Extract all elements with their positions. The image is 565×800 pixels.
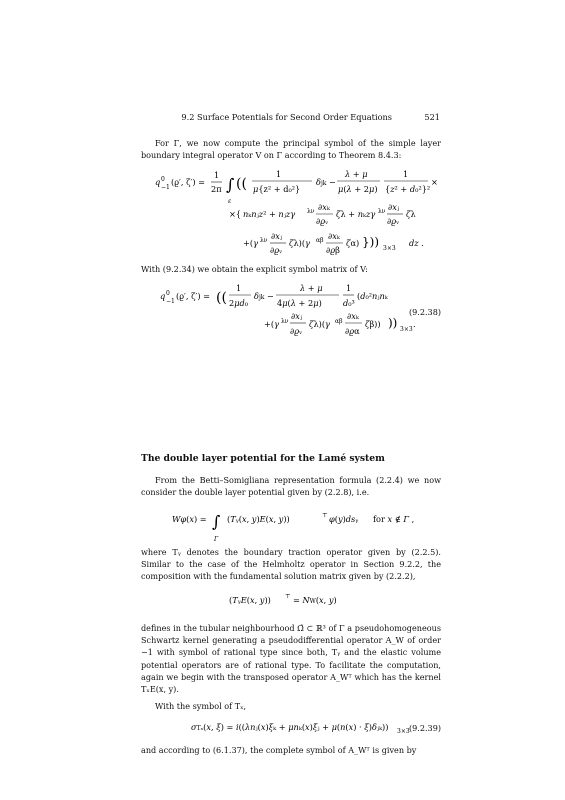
svg-text:dz .: dz .	[409, 238, 424, 248]
svg-text:ζλ)(γ: ζλ)(γ	[309, 319, 330, 329]
svg-text:∫: ∫	[226, 175, 235, 194]
svg-text:1: 1	[403, 169, 409, 179]
section-heading: The double layer potential for the Lamé system	[141, 453, 385, 464]
svg-text:∂ϱᵥ: ∂ϱᵥ	[387, 216, 400, 226]
svg-text:∂xⱼ: ∂xⱼ	[271, 231, 283, 241]
svg-text:∂xⱼ: ∂xⱼ	[291, 311, 303, 321]
svg-text:ζα): ζα)	[346, 238, 360, 248]
svg-text:(ϱ′, ζ′) =: (ϱ′, ζ′) =	[176, 291, 211, 301]
svg-text:3×3: 3×3	[397, 728, 410, 735]
svg-text:∂xₖ: ∂xₖ	[347, 311, 359, 321]
svg-text:∂ϱᵥ: ∂ϱᵥ	[316, 216, 329, 226]
svg-text:−1: −1	[161, 184, 170, 191]
svg-text:1: 1	[236, 283, 242, 293]
paragraph-explicit: With (9.2.34) we obtain the explicit symbol matrix of V:	[141, 264, 368, 274]
svg-text:λ + μ: λ + μ	[300, 283, 323, 293]
svg-text:ε: ε	[228, 198, 232, 205]
svg-text:∫: ∫	[212, 512, 221, 531]
svg-text:ζλ)(γ: ζλ)(γ	[289, 238, 310, 248]
svg-text:∂ϱβ: ∂ϱβ	[326, 245, 340, 255]
header-section-title: 9.2 Surface Potentials for Second Order Equations	[181, 112, 392, 122]
equation-number-9-2-38: (9.2.38)	[408, 307, 441, 317]
svg-text:∂xₖ: ∂xₖ	[318, 202, 330, 212]
svg-text:∂ϱᵥ: ∂ϱᵥ	[290, 326, 303, 336]
svg-text:∂xₖ: ∂xₖ	[328, 231, 340, 241]
svg-text:μ{z² + d₀²}: μ{z² + d₀²}	[253, 184, 301, 194]
svg-text:σTₓ(x, ξ) = i((λnⱼ(x)ξₖ + μnₖ(: σTₓ(x, ξ) = i((λnⱼ(x)ξₖ + μnₖ(x)ξⱼ + μ(n(x) · ξ)δⱼₖ))	[191, 722, 389, 732]
paragraph-defines: defines in the tubular neighbourhood Ω̃ ⊂ ℝ³ of Γ a pseudohomogeneous Schwartz kernel generating a pseudodifferential operator A_W of order −1 with symbol of rational type since both, Tᵧ and the elastic volume potential operators are of rational type. To facilitate the computation, again we begin with the transposed operator A_Wᵀ which has the kernel TₓE(x, y).	[141, 623, 441, 695]
header-page-number: 521	[424, 112, 440, 122]
svg-text:)): ))	[388, 316, 398, 330]
svg-text:ζλ: ζλ	[406, 209, 416, 219]
svg-text:λν: λν	[260, 237, 268, 244]
svg-text:for x ∉ Γ ,: for x ∉ Γ ,	[373, 514, 415, 524]
svg-text:∂ϱᵥ: ∂ϱᵥ	[270, 245, 283, 255]
svg-text:⊤: ⊤	[285, 593, 291, 600]
svg-text:μ(λ + 2μ): μ(λ + 2μ)	[338, 184, 378, 194]
svg-text:})): }))	[362, 235, 379, 249]
paragraph-intro: For Γ, we now compute the principal symbol of the simple layer boundary integral operator V on Γ according to Theorem 8.4.3:	[141, 138, 441, 161]
svg-text:Wφ(x) =: Wφ(x) =	[172, 514, 207, 524]
svg-text:((: ((	[236, 176, 247, 192]
svg-text:.: .	[413, 319, 416, 329]
eq-q0-line1-text	[0, 0, 1, 1]
svg-text:{z² + d₀²}²: {z² + d₀²}²	[385, 184, 431, 194]
svg-text:×{: ×{	[229, 209, 242, 219]
svg-text:⊤: ⊤	[322, 512, 328, 519]
svg-text:4μ(λ + 2μ): 4μ(λ + 2μ)	[277, 298, 322, 308]
svg-text:+(γ: +(γ	[243, 238, 258, 248]
svg-text:= NW(x, y): = NW(x, y)	[293, 595, 337, 605]
svg-text:nₖnⱼz² + nⱼzγ: nₖnⱼz² + nⱼzγ	[243, 209, 296, 219]
svg-text:∂xⱼ: ∂xⱼ	[388, 202, 400, 212]
paragraph-where: where Tᵧ denotes the boundary traction operator given by (2.2.5). Similar to the case of the Helmholtz operator in Section 9.2.2, the composition with the fundamental solution matrix given by (2.2.2),	[141, 547, 441, 582]
svg-text:αβ: αβ	[316, 237, 324, 244]
svg-text:1: 1	[276, 169, 282, 179]
svg-text:∂ϱα: ∂ϱα	[345, 326, 360, 336]
svg-text:λν: λν	[281, 318, 289, 325]
svg-text:q: q	[155, 177, 161, 187]
svg-text:+(γ: +(γ	[264, 319, 279, 329]
svg-text:q: q	[160, 291, 166, 301]
svg-text:3×3: 3×3	[400, 326, 413, 333]
svg-text:φ(y)dsᵧ: φ(y)dsᵧ	[329, 514, 359, 524]
equation-number-9-2-39: (9.2.39)	[408, 723, 441, 733]
svg-text:2π: 2π	[211, 184, 222, 194]
svg-text:λ + μ: λ + μ	[345, 169, 368, 179]
svg-text:×: ×	[431, 177, 438, 187]
svg-text:λν: λν	[307, 208, 315, 215]
svg-text:λν: λν	[378, 208, 386, 215]
svg-text:3×3: 3×3	[383, 245, 396, 252]
svg-text:d₀³: d₀³	[343, 298, 355, 308]
svg-text:δjk −: δjk −	[316, 177, 336, 187]
svg-text:ζλ + nₖzγ: ζλ + nₖzγ	[336, 209, 376, 219]
svg-text:(Tᵧ(x, y)E(x, y)): (Tᵧ(x, y)E(x, y))	[227, 514, 290, 524]
paragraph-symbol: With the symbol of Tₓ,	[155, 701, 247, 711]
svg-text:(TᵧE(x, y)): (TᵧE(x, y))	[229, 595, 271, 605]
equation-sigma	[191, 722, 410, 735]
paragraph-betti: From the Betti–Somigliana representation formula (2.2.4) we now consider the double layer potential given by (2.2.8), i.e.	[141, 475, 441, 498]
svg-text:Γ: Γ	[214, 536, 219, 543]
svg-text:((: ((	[216, 290, 227, 306]
svg-text:ζβ)): ζβ))	[365, 319, 381, 329]
paragraph-last: and according to (6.1.37), the complete symbol of A_Wᵀ is given by	[141, 745, 417, 755]
svg-text:(ϱ′, ζ′) =: (ϱ′, ζ′) =	[171, 177, 206, 187]
svg-text:2μd₀: 2μd₀	[229, 298, 249, 308]
svg-text:0: 0	[161, 176, 165, 183]
svg-text:1: 1	[214, 170, 220, 180]
svg-text:αβ: αβ	[335, 318, 343, 325]
svg-text:−1: −1	[166, 298, 175, 305]
svg-text:δjk −: δjk −	[254, 291, 274, 301]
svg-text:(d₀²nⱼnₖ: (d₀²nⱼnₖ	[357, 291, 388, 301]
svg-text:1: 1	[346, 283, 352, 293]
svg-text:0: 0	[166, 290, 170, 297]
